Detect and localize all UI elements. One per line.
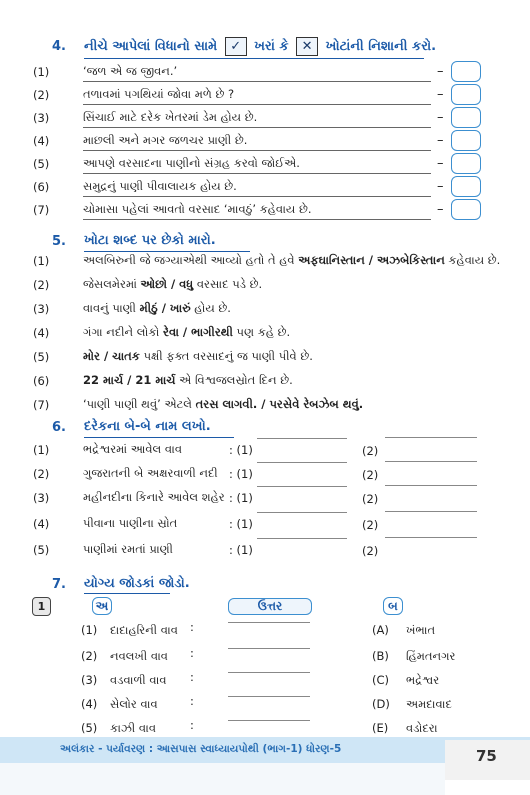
statement-text-after: હોય છે. (190, 301, 231, 315)
statement-number: (2) (33, 88, 50, 102)
word-choice-options[interactable]: રેવા / ભાગીરથી (163, 325, 233, 339)
left-item-colon: : (190, 718, 194, 732)
item-number: (4) (33, 517, 50, 531)
left-item-colon: : (190, 646, 194, 660)
statement-number: (1) (33, 65, 50, 79)
right-item-letter: (A) (372, 623, 389, 637)
section-4-title-part-c: ખોટાંની નિશાની કરો. (325, 39, 437, 54)
section-4-number: 4. (52, 39, 66, 54)
section-7-underline (84, 593, 170, 594)
left-item-text: દાદાહરિની વાવ (110, 623, 178, 637)
item-text: ભદ્રેશ્વરમાં આવેલ વાવ (83, 442, 183, 456)
section-4-title (84, 37, 436, 56)
left-item-colon: : (190, 620, 194, 634)
right-item-letter: (B) (372, 649, 389, 663)
section-5-title: ખોટા શબ્દ પર છેકો મારો. (84, 233, 216, 248)
statement-underline (83, 219, 431, 220)
page-footer (0, 737, 530, 795)
blank-2-label: (2) (362, 518, 379, 532)
section-5-number: 5. (52, 234, 66, 249)
right-item-text: ભદ્રેશ્વર (406, 673, 440, 687)
item-number: (2) (33, 467, 50, 481)
left-item-text: કાઝી વાવ (110, 721, 156, 735)
answer-dash: – (437, 87, 444, 102)
item-text: ગુજરાતની બે અક્ષરવાળી નદી (83, 466, 218, 480)
statement-text-before: અલબિરુની જે જગ્યાએથી આવ્યો હતો તે હવે (83, 253, 299, 267)
column-b-header: બ (383, 597, 403, 615)
answer-dash: – (437, 202, 444, 217)
answer-line[interactable] (228, 720, 310, 721)
statement-text (83, 373, 293, 388)
statement-underline (83, 150, 431, 151)
statement-number: (4) (33, 326, 50, 340)
blank-1-line[interactable] (257, 462, 347, 463)
statement-text-after: પક્ષી ફક્ત વરસાદનું જ પાણી પીવે છે. (139, 349, 313, 363)
section-6-number: 6. (52, 420, 66, 435)
blank-1-label: : (1) (229, 517, 253, 531)
statement-text-after: કહેવાય છે. (444, 253, 501, 267)
answer-line[interactable] (228, 672, 310, 673)
statement-text: ચોમાસા પહેલાં આવતો વરસાદ ‘માવઠું’ કહેવાય છે. (83, 202, 312, 216)
right-item-letter: (D) (372, 697, 390, 711)
statement-underline (83, 127, 431, 128)
word-choice-options[interactable]: મીઠું / ખારું (139, 301, 191, 315)
blank-2-label: (2) (362, 444, 379, 458)
blank-2-label: (2) (362, 544, 379, 558)
tick-mark-icon: ✓ (225, 37, 247, 56)
statement-text (83, 277, 262, 292)
statement-text: ‘જળ એ જ જીવન.’ (83, 64, 178, 78)
answer-box[interactable] (451, 130, 481, 151)
statement-number: (6) (33, 180, 50, 194)
statement-text-before: ‘પાણી પાણી થવું’ એટલે (83, 397, 196, 411)
statement-number: (5) (33, 350, 50, 364)
answer-dash: – (437, 179, 444, 194)
statement-number: (3) (33, 302, 50, 316)
statement-underline (83, 173, 431, 174)
question-number-badge: 1 (32, 597, 51, 616)
column-a-header: અ (92, 597, 112, 615)
statement-text (83, 325, 290, 340)
answer-box[interactable] (451, 199, 481, 220)
item-number: (5) (33, 543, 50, 557)
right-item-text: અમદાવાદ (406, 697, 452, 711)
section-4-title-part-a: નીચે આપેલાં વિધાનો સામે (84, 39, 218, 54)
statement-number: (1) (33, 254, 50, 268)
blank-1-label: : (1) (229, 543, 253, 557)
statement-text: તળાવમાં પગથિયાં જોવા મળે છે ? (83, 87, 235, 101)
blank-1-label: : (1) (229, 467, 253, 481)
statement-text: સિંચાઈ માટે દરેક ખેતરમાં ડેમ હોય છે. (83, 110, 258, 124)
blank-2-line[interactable] (385, 485, 477, 486)
left-item-text: વડવાળી વાવ (110, 673, 167, 687)
answer-dash: – (437, 64, 444, 79)
left-item-number: (3) (81, 673, 98, 687)
statement-underline (83, 104, 431, 105)
footer-lower-band (0, 763, 445, 795)
statement-text: આપણે વરસાદના પાણીનો સંગ્રહ કરવો જોઈએ. (83, 156, 300, 170)
footer-book-title: અલંકાર - પર્યાવરણ : આસપાસ સ્વાધ્યાયપોથી (ભાગ-1) ધોરણ-5 (60, 743, 342, 755)
answer-box[interactable] (451, 176, 481, 197)
statement-text (83, 397, 363, 412)
statement-number: (6) (33, 374, 50, 388)
item-number: (3) (33, 491, 50, 505)
item-text: મહીનદીના કિનારે આવેલ શહેર (83, 490, 225, 504)
right-item-text: હિંમતનગર (406, 649, 456, 663)
answer-line[interactable] (228, 622, 310, 623)
statement-number: (4) (33, 134, 50, 148)
blank-1-line[interactable] (257, 438, 347, 439)
section-7-title: યોગ્ય જોડકાં જોડો. (84, 576, 190, 591)
answer-column-header: ઉત્તર (228, 598, 312, 615)
left-item-colon: : (190, 670, 194, 684)
answer-dash: – (437, 110, 444, 125)
section-6-title: દરેકના બે-બે નામ લખો. (84, 419, 211, 434)
left-item-number: (1) (81, 623, 98, 637)
word-choice-options[interactable]: ઓછો / વધુ (140, 277, 194, 291)
right-item-letter: (C) (372, 673, 390, 687)
blank-2-label: (2) (362, 492, 379, 506)
blank-2-line[interactable] (385, 537, 477, 538)
right-item-letter: (E) (372, 721, 389, 735)
item-number: (1) (33, 443, 50, 457)
blank-2-line[interactable] (385, 461, 477, 462)
statement-text-before: ગંગા નદીને લોકો (83, 325, 163, 339)
blank-1-label: : (1) (229, 491, 253, 505)
blank-1-line[interactable] (257, 512, 347, 513)
word-choice-options[interactable]: મોર / ચાતક (83, 349, 140, 363)
right-item-text: ખંભાત (406, 623, 436, 637)
answer-dash: – (437, 156, 444, 171)
blank-1-label: : (1) (229, 443, 253, 457)
word-choice-options[interactable]: અફઘાનિસ્તાન / અઝબેકિસ્તાન (298, 253, 445, 267)
statement-text (83, 253, 500, 268)
statement-text-before: જેસલમેરમાં (83, 277, 141, 291)
statement-number: (7) (33, 398, 50, 412)
left-item-number: (4) (81, 697, 98, 711)
left-item-text: નવલખી વાવ (110, 649, 168, 663)
statement-text: સમુદ્રનું પાણી પીવાલાયક હોય છે. (83, 179, 237, 193)
left-item-number: (5) (81, 721, 98, 735)
statement-number: (7) (33, 203, 50, 217)
word-choice-options[interactable]: તરસ લાગવી. / પરસેવે રેબઝેબ થવું. (195, 397, 364, 411)
statement-text-after: પણ કહે છે. (232, 325, 291, 339)
statement-text-after: એ વિશ્વજલસ્રોત દિન છે. (175, 373, 293, 387)
section-4-title-part-b: ખરાં કે (254, 39, 289, 54)
answer-box[interactable] (451, 107, 481, 128)
statement-text-before: વાવનું પાણી (83, 301, 140, 315)
blank-1-line[interactable] (257, 538, 347, 539)
page-number: 75 (476, 747, 497, 765)
blank-2-line[interactable] (385, 437, 477, 438)
blank-1-line[interactable] (257, 486, 347, 487)
statement-underline (83, 81, 431, 82)
statement-text: માછલી અને મગર જળચર પ્રાણી છે. (83, 133, 248, 147)
left-item-text: સેલોર વાવ (110, 697, 158, 711)
word-choice-options[interactable]: 22 માર્ચ / 21 માર્ચ (83, 373, 176, 387)
answer-box[interactable] (451, 61, 481, 82)
section-5-underline (84, 251, 250, 252)
section-4-underline (84, 58, 424, 59)
statement-text (83, 301, 231, 316)
section-6-underline (84, 437, 234, 438)
answer-line[interactable] (228, 696, 310, 697)
answer-box[interactable] (451, 153, 481, 174)
statement-text (83, 349, 313, 364)
statement-underline (83, 196, 431, 197)
item-text: પાણીમાં રમતાં પ્રાણી (83, 542, 173, 556)
cross-mark-icon: ✕ (296, 37, 318, 56)
item-text: પીવાના પાણીના સ્રોત (83, 516, 178, 530)
right-item-text: વડોદરા (406, 721, 438, 735)
blank-2-label: (2) (362, 468, 379, 482)
answer-dash: – (437, 133, 444, 148)
left-item-number: (2) (81, 649, 98, 663)
blank-2-line[interactable] (385, 511, 477, 512)
statement-number: (2) (33, 278, 50, 292)
statement-text-after: વરસાદ પડે છે. (193, 277, 263, 291)
answer-box[interactable] (451, 84, 481, 105)
statement-number: (3) (33, 111, 50, 125)
answer-line[interactable] (228, 648, 310, 649)
statement-number: (5) (33, 157, 50, 171)
left-item-colon: : (190, 694, 194, 708)
section-7-number: 7. (52, 577, 66, 592)
